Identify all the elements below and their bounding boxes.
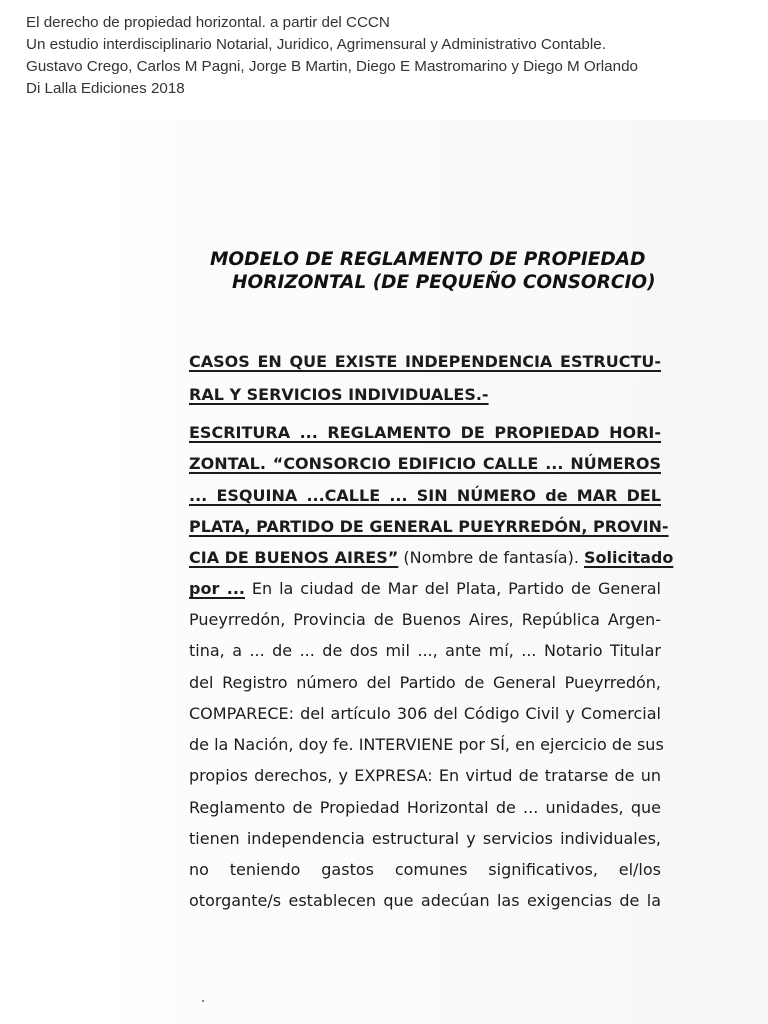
heading-line: RAL Y SERVICIOS INDIVIDUALES.- [189, 385, 489, 404]
citation-title: El derecho de propiedad horizontal. a partir del CCCN [26, 14, 390, 31]
citation-authors: Gustavo Crego, Carlos M Pagni, Jorge B Martin, Diego E Mastromarino y Diego M Orlando [26, 58, 638, 75]
citation-publisher: Di Lalla Ediciones 2018 [26, 80, 185, 97]
body-line: no teniendo gastos comunes significativos, el/los [189, 860, 661, 879]
heading-fragment: por ... [189, 579, 245, 598]
heading-line: ZONTAL. “CONSORCIO EDIFICIO CALLE ... NÚMEROS [189, 454, 661, 473]
body-fragment: (Nombre de fantasía). [398, 548, 584, 567]
heading-line: ... ESQUINA ...CALLE ... SIN NÚMERO de MAR DEL [189, 486, 661, 505]
title-line-2: HORIZONTAL (DE PEQUEÑO CONSORCIO) [232, 272, 656, 293]
body-line [189, 576, 661, 602]
heading-line: PLATA, PARTIDO DE GENERAL PUEYRREDÓN, PROVIN- [189, 517, 669, 536]
heading-fragment: Solicitado [584, 548, 674, 567]
title-line-1: MODELO DE REGLAMENTO DE PROPIEDAD [210, 249, 646, 270]
body-line: Reglamento de Propiedad Horizontal de ... unidades, que [189, 798, 661, 817]
body-line: COMPARECE: del artículo 306 del Código Civil y Comercial [189, 704, 661, 723]
heading-line [189, 545, 674, 571]
heading-fragment: CIA DE BUENOS AIRES” [189, 548, 399, 567]
body-line: propios derechos, y EXPRESA: En virtud de tratarse de un [189, 766, 661, 785]
body-line: de la Nación, doy fe. INTERVIENE por SÍ, en ejercicio de sus [189, 735, 664, 754]
body-fragment: En la ciudad de Mar del Plata, Partido de General [244, 579, 661, 598]
heading-line: ESCRITURA ... REGLAMENTO DE PROPIEDAD HORI- [189, 423, 661, 442]
body-line: tienen independencia estructural y servicios individuales, [189, 829, 661, 848]
body-line: Pueyrredón, Provincia de Buenos Aires, República Argen- [189, 610, 661, 629]
scan-speck [202, 1000, 204, 1002]
citation-subtitle: Un estudio interdisciplinario Notarial, Juridico, Agrimensural y Administrativo Contable. [26, 36, 606, 53]
body-line: otorgante/s establecen que adecúan las exigencias de la [189, 891, 661, 910]
body-line: tina, a ... de ... de dos mil ..., ante mí, ... Notario Titular [189, 641, 661, 660]
heading-line: CASOS EN QUE EXISTE INDEPENDENCIA ESTRUCTU- [189, 352, 661, 371]
body-line: del Registro número del Partido de General Pueyrredón, [189, 673, 661, 692]
citation-header [26, 12, 638, 100]
